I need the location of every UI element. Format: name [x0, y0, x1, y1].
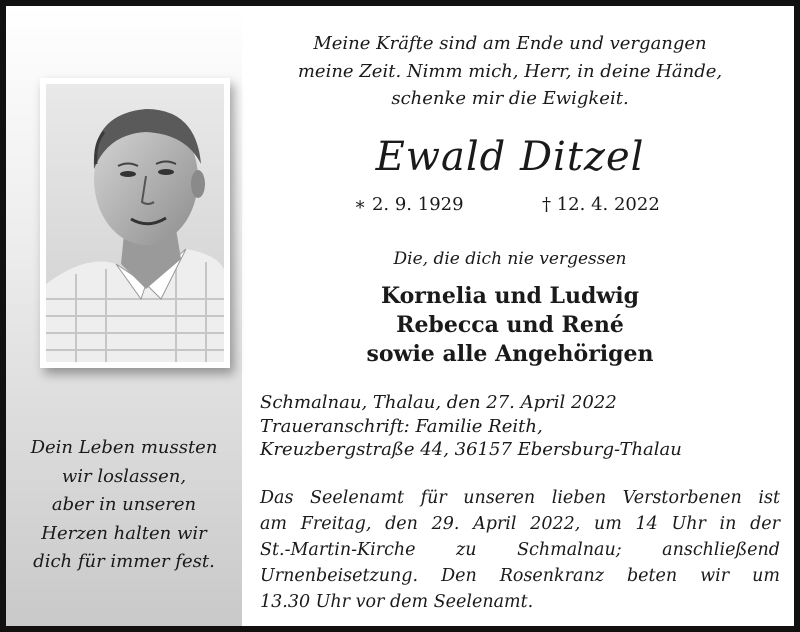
- service-line: 13.30 Uhr vor dem Seelenamt.: [260, 592, 534, 612]
- left-quote-line: wir loslassen,: [61, 465, 187, 487]
- left-quote-line: aber in unseren: [51, 494, 197, 515]
- service-line: Das Seelenamt für unseren lieben Verstorbenen ist: [260, 488, 780, 508]
- left-quote: [16, 434, 232, 577]
- deceased-name: Ewald Ditzel: [375, 134, 645, 180]
- service-line: Urnenbeisetzung. Den Rosenkranz beten wir um: [260, 566, 780, 586]
- birth-date: ∗ 2. 9. 1929: [354, 194, 464, 215]
- mourner-line: Kornelia und Ludwig: [380, 283, 640, 309]
- left-panel: [6, 6, 242, 626]
- service-line: St.-Martin-Kirche zu Schmalnau; anschließend: [260, 540, 780, 560]
- place-date-line: Schmalnau, Thalau, den 27. April 2022: [260, 392, 617, 413]
- verse: [250, 30, 770, 113]
- remember-line: Die, die dich nie vergessen: [393, 249, 627, 269]
- place-and-address: [260, 391, 780, 462]
- mourner-line: Rebecca und René: [396, 312, 624, 338]
- verse-line: meine Zeit. Nimm mich, Herr, in deine Hände,: [297, 60, 723, 82]
- verse-line: Meine Kräfte sind am Ende und vergangen: [313, 33, 707, 54]
- left-quote-line: dich für immer fest.: [33, 551, 215, 572]
- mourners: [250, 282, 770, 369]
- left-quote-line: Herzen halten wir: [41, 522, 207, 544]
- verse-line: schenke mir die Ewigkeit.: [391, 88, 629, 109]
- death-date: † 12. 4. 2022: [542, 194, 660, 215]
- address-line: Kreuzbergstraße 44, 36157 Ebersburg-Thalau: [260, 439, 682, 460]
- left-quote-line: Dein Leben mussten: [30, 437, 218, 458]
- portrait-photo: [40, 78, 230, 368]
- service-info: [260, 485, 780, 615]
- mourner-line: sowie alle Angehörigen: [366, 341, 654, 367]
- service-line: am Freitag, den 29. April 2022, um 14 Uhr in der: [260, 514, 780, 534]
- portrait-image: [46, 84, 224, 362]
- address-line: Traueranschrift: Familie Reith,: [260, 415, 543, 437]
